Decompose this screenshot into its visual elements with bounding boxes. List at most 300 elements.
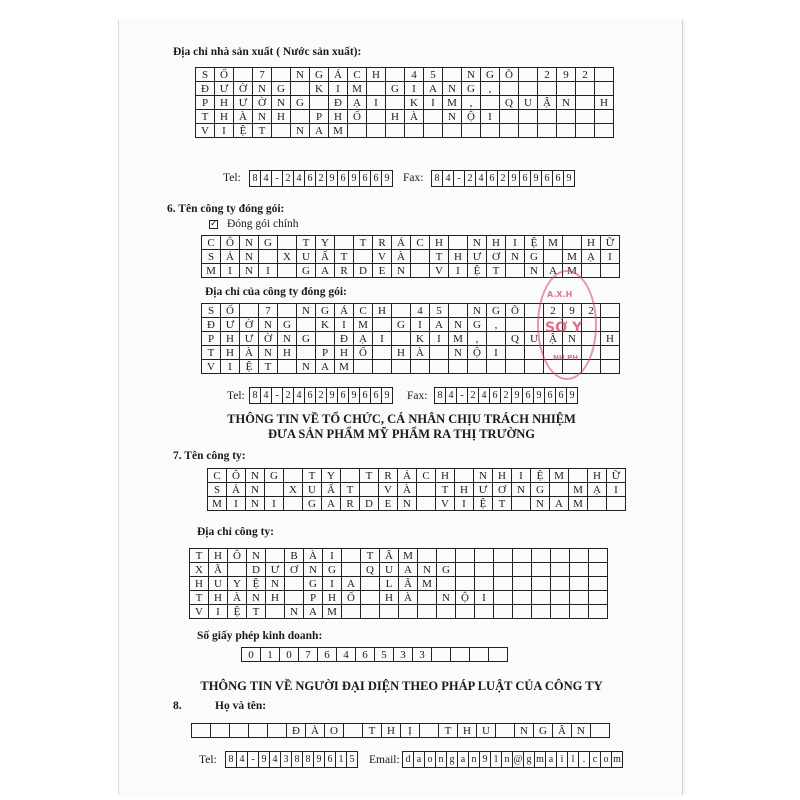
grid-cell xyxy=(500,124,519,138)
grid-cell: N xyxy=(525,264,544,278)
grid-cell: N xyxy=(304,563,323,577)
grid-cell: H xyxy=(380,591,399,605)
grid-cell: Á xyxy=(398,469,417,483)
grid-cell: Ệ xyxy=(525,236,544,250)
grid-cell: 4 xyxy=(411,304,430,318)
box-cell: 5 xyxy=(347,752,358,768)
grid-cell xyxy=(544,250,563,264)
grid-cell xyxy=(361,605,380,619)
grid-cell: N xyxy=(515,724,534,738)
grid-cell xyxy=(430,360,449,374)
grid-cell: Ố xyxy=(221,304,240,318)
grid-cell xyxy=(468,360,487,374)
grid-cell: Ệ xyxy=(228,605,247,619)
grid-cell: T xyxy=(436,483,455,497)
grid-cell: N xyxy=(443,82,462,96)
grid-cell xyxy=(513,577,532,591)
grid-cell: À xyxy=(304,549,323,563)
grid-cell xyxy=(367,82,386,96)
grid-row xyxy=(208,469,626,483)
grid-cell xyxy=(506,360,525,374)
grid-cell: P xyxy=(196,96,215,110)
grid-cell: Ữ xyxy=(607,469,626,483)
box-cell: n xyxy=(502,752,513,768)
box-cell: i xyxy=(557,752,568,768)
representative-name-grid xyxy=(191,723,610,738)
grid-row xyxy=(196,124,614,138)
grid-cell: Ạ xyxy=(582,250,601,264)
grid-cell xyxy=(373,318,392,332)
box-cell: 6 xyxy=(542,171,553,187)
grid-cell: Ờ xyxy=(253,96,272,110)
grid-cell: I xyxy=(323,549,342,563)
grid-cell: N xyxy=(297,304,316,318)
grid-cell xyxy=(443,68,462,82)
grid-cell: L xyxy=(380,577,399,591)
grid-cell: N xyxy=(259,318,278,332)
grid-cell: G xyxy=(310,68,329,82)
grid-cell: Ô xyxy=(227,469,246,483)
box-cell: 6 xyxy=(325,752,336,768)
grid-cell xyxy=(361,591,380,605)
grid-cell: I xyxy=(335,318,354,332)
grid-cell xyxy=(234,68,253,82)
grid-cell: N xyxy=(272,96,291,110)
box-cell: 9 xyxy=(259,752,270,768)
box-cell: d xyxy=(403,752,414,768)
manufacturer-address-grid xyxy=(195,67,614,138)
business-license-grid xyxy=(241,647,508,662)
grid-cell: D xyxy=(360,497,379,511)
grid-cell: N xyxy=(246,483,265,497)
grid-cell: I xyxy=(221,264,240,278)
grid-cell: N xyxy=(449,318,468,332)
grid-cell: Ệ xyxy=(468,264,487,278)
grid-cell: À xyxy=(228,591,247,605)
box-cell: 2 xyxy=(316,388,327,404)
representative-email-label: Email: xyxy=(369,754,400,766)
grid-cell: 2 xyxy=(576,68,595,82)
grid-cell xyxy=(576,124,595,138)
grid-cell xyxy=(481,124,500,138)
grid-cell: I xyxy=(215,124,234,138)
grid-cell: Ả xyxy=(227,483,246,497)
grid-cell: U xyxy=(380,563,399,577)
box-cell: 6 xyxy=(305,388,316,404)
grid-cell xyxy=(249,724,268,738)
grid-cell: N xyxy=(474,469,493,483)
grid-cell: Ạ xyxy=(588,483,607,497)
company-name-grid xyxy=(207,468,626,511)
grid-cell: G xyxy=(487,304,506,318)
grid-cell: N xyxy=(418,563,437,577)
grid-cell: G xyxy=(531,483,550,497)
grid-cell: Ộ xyxy=(456,591,475,605)
grid-cell xyxy=(576,110,595,124)
representative-tel-label: Tel: xyxy=(199,754,217,766)
grid-cell: N xyxy=(246,497,265,511)
grid-cell xyxy=(411,360,430,374)
grid-cell xyxy=(513,549,532,563)
grid-cell: M xyxy=(443,96,462,110)
box-cell: 1 xyxy=(491,752,502,768)
grid-cell: Ư xyxy=(240,332,259,346)
grid-cell: Õ xyxy=(506,304,525,318)
grid-cell: I xyxy=(367,96,386,110)
grid-cell: Ạ xyxy=(354,332,373,346)
grid-cell xyxy=(570,591,589,605)
grid-cell: T xyxy=(487,264,506,278)
grid-cell: Đ xyxy=(287,724,306,738)
box-cell: 2 xyxy=(316,171,327,187)
grid-cell: Ệ xyxy=(474,497,493,511)
grid-row xyxy=(190,605,608,619)
grid-cell: Ã xyxy=(209,563,228,577)
grid-cell: T xyxy=(259,360,278,374)
grid-cell xyxy=(601,264,620,278)
box-cell: 6 xyxy=(545,388,556,404)
grid-cell xyxy=(399,605,418,619)
grid-cell: H xyxy=(209,591,228,605)
grid-cell xyxy=(380,605,399,619)
box-cell: 6 xyxy=(338,388,349,404)
grid-cell xyxy=(475,577,494,591)
grid-cell xyxy=(373,360,392,374)
grid-row xyxy=(190,549,608,563)
box-cell: 9 xyxy=(349,388,360,404)
grid-cell: N xyxy=(285,605,304,619)
grid-cell: M xyxy=(335,360,354,374)
grid-cell xyxy=(272,124,291,138)
grid-cell: N xyxy=(240,236,259,250)
grid-cell xyxy=(418,591,437,605)
responsible-heading-line1: THÔNG TIN VỀ TỔ CHỨC, CÁ NHÂN CHỊU TRÁCH NHIỆM xyxy=(227,412,576,426)
grid-cell: Ố xyxy=(348,110,367,124)
grid-cell: 7 xyxy=(299,648,318,662)
grid-cell: H xyxy=(335,346,354,360)
grid-cell: À xyxy=(398,483,417,497)
grid-cell xyxy=(451,648,470,662)
box-cell: l xyxy=(568,752,579,768)
grid-cell xyxy=(506,318,525,332)
grid-cell: H xyxy=(190,577,209,591)
grid-cell xyxy=(595,68,614,82)
grid-cell: N xyxy=(266,577,285,591)
grid-cell xyxy=(278,264,297,278)
grid-cell: N xyxy=(468,304,487,318)
box-cell: 4 xyxy=(261,171,272,187)
grid-cell: Ơ xyxy=(285,563,304,577)
grid-cell: I xyxy=(373,332,392,346)
grid-cell: R xyxy=(335,264,354,278)
grid-cell xyxy=(278,360,297,374)
checkbox-icon: ✓ xyxy=(210,219,218,229)
grid-cell xyxy=(506,346,525,360)
grid-cell: G xyxy=(316,304,335,318)
grid-cell: X xyxy=(284,483,303,497)
grid-cell xyxy=(342,563,361,577)
grid-cell: Đ xyxy=(196,82,215,96)
grid-cell xyxy=(601,304,620,318)
grid-cell: Ấ xyxy=(316,250,335,264)
box-cell: 9 xyxy=(382,171,393,187)
grid-cell: Q xyxy=(361,563,380,577)
grid-cell xyxy=(259,250,278,264)
grid-cell xyxy=(551,563,570,577)
grid-cell: I xyxy=(221,360,240,374)
grid-cell: , xyxy=(468,332,487,346)
grid-cell xyxy=(418,549,437,563)
grid-cell: A xyxy=(399,563,418,577)
grid-cell: Y xyxy=(228,577,247,591)
grid-cell xyxy=(538,82,557,96)
grid-cell: O xyxy=(325,724,344,738)
grid-row xyxy=(202,250,620,264)
grid-cell xyxy=(494,591,513,605)
grid-cell: Á xyxy=(392,236,411,250)
box-cell: 4 xyxy=(237,752,248,768)
box-cell: 6 xyxy=(523,388,534,404)
grid-cell xyxy=(344,724,363,738)
box-cell: a xyxy=(546,752,557,768)
box-row xyxy=(435,388,578,404)
grid-cell xyxy=(342,605,361,619)
grid-cell xyxy=(551,549,570,563)
grid-cell xyxy=(532,549,551,563)
box-cell: 2 xyxy=(283,388,294,404)
box-cell: 9 xyxy=(564,171,575,187)
grid-cell: M xyxy=(569,497,588,511)
grid-cell: C xyxy=(348,68,367,82)
grid-cell xyxy=(582,264,601,278)
grid-cell: G xyxy=(278,318,297,332)
grid-cell xyxy=(437,577,456,591)
box-cell: - xyxy=(272,388,283,404)
grid-cell: À xyxy=(405,110,424,124)
grid-cell: T xyxy=(202,346,221,360)
grid-cell xyxy=(278,304,297,318)
grid-cell xyxy=(354,250,373,264)
grid-cell xyxy=(589,577,608,591)
grid-cell: C xyxy=(208,469,227,483)
grid-cell: Ộ xyxy=(462,110,481,124)
grid-cell: U xyxy=(297,250,316,264)
grid-cell: T xyxy=(430,250,449,264)
box-cell: 8 xyxy=(435,388,446,404)
grid-cell: T xyxy=(341,483,360,497)
box-cell: 6 xyxy=(487,171,498,187)
grid-cell: S xyxy=(196,68,215,82)
representative-tel-boxes xyxy=(225,751,358,768)
grid-cell: Õ xyxy=(500,68,519,82)
grid-cell: H xyxy=(455,483,474,497)
box-cell: 2 xyxy=(501,388,512,404)
box-cell: . xyxy=(579,752,590,768)
grid-cell: I xyxy=(506,236,525,250)
box-cell: - xyxy=(457,388,468,404)
grid-cell xyxy=(494,549,513,563)
grid-cell: U xyxy=(209,577,228,591)
grid-cell: E xyxy=(373,264,392,278)
grid-cell: M xyxy=(550,469,569,483)
grid-cell xyxy=(588,497,607,511)
box-cell: 9 xyxy=(512,388,523,404)
grid-cell: V xyxy=(373,250,392,264)
grid-cell: R xyxy=(373,236,392,250)
grid-cell: Ư xyxy=(215,82,234,96)
grid-cell: M xyxy=(418,577,437,591)
grid-cell: H xyxy=(430,236,449,250)
grid-cell: 1 xyxy=(261,648,280,662)
grid-cell xyxy=(348,124,367,138)
grid-cell: N xyxy=(240,250,259,264)
grid-cell: Ệ xyxy=(247,577,266,591)
official-stamp xyxy=(537,270,597,380)
grid-cell: S xyxy=(202,250,221,264)
grid-cell: T xyxy=(297,236,316,250)
grid-cell xyxy=(386,68,405,82)
grid-cell: G xyxy=(525,250,544,264)
grid-cell: À xyxy=(240,346,259,360)
grid-cell: C xyxy=(411,236,430,250)
grid-cell: H xyxy=(436,469,455,483)
grid-cell xyxy=(557,110,576,124)
grid-cell: A xyxy=(424,82,443,96)
grid-cell: Ư xyxy=(468,250,487,264)
grid-cell: H xyxy=(221,346,240,360)
box-cell: 6 xyxy=(360,171,371,187)
grid-cell: H xyxy=(272,110,291,124)
grid-cell: I xyxy=(607,483,626,497)
grid-cell xyxy=(456,549,475,563)
box-cell: o xyxy=(425,752,436,768)
grid-row xyxy=(196,68,614,82)
grid-cell: Ô xyxy=(221,236,240,250)
grid-cell xyxy=(316,332,335,346)
grid-cell: H xyxy=(266,591,285,605)
grid-cell: N xyxy=(253,82,272,96)
grid-cell xyxy=(500,110,519,124)
grid-cell: Ơ xyxy=(487,250,506,264)
grid-cell xyxy=(601,346,620,360)
grid-cell xyxy=(512,497,531,511)
grid-cell: G xyxy=(323,563,342,577)
grid-cell xyxy=(424,124,443,138)
grid-cell: G xyxy=(297,332,316,346)
grid-cell xyxy=(192,724,211,738)
grid-cell xyxy=(519,124,538,138)
grid-cell: I xyxy=(209,605,228,619)
grid-cell: H xyxy=(215,110,234,124)
grid-cell: M xyxy=(399,549,418,563)
grid-cell: T xyxy=(354,236,373,250)
company-address-grid xyxy=(189,548,608,619)
grid-cell xyxy=(297,346,316,360)
grid-cell: Ố xyxy=(215,68,234,82)
grid-cell: Ư xyxy=(234,96,253,110)
box-cell: 9 xyxy=(382,388,393,404)
box-cell: 9 xyxy=(509,171,520,187)
grid-cell: 5 xyxy=(430,304,449,318)
box-cell: 9 xyxy=(314,752,325,768)
grid-cell xyxy=(285,591,304,605)
grid-cell: À xyxy=(234,110,253,124)
representative-name-label: Họ và tên: xyxy=(215,700,267,712)
grid-cell: P xyxy=(202,332,221,346)
grid-cell: , xyxy=(462,96,481,110)
grid-cell: A xyxy=(550,497,569,511)
grid-cell xyxy=(367,110,386,124)
grid-cell: N xyxy=(247,549,266,563)
grid-cell: H xyxy=(382,724,401,738)
box-cell: 6 xyxy=(305,171,316,187)
box-cell: 6 xyxy=(360,388,371,404)
grid-cell: T xyxy=(335,250,354,264)
company-title: 7. Tên công ty: xyxy=(173,450,246,462)
grid-cell: H xyxy=(588,469,607,483)
grid-cell: I xyxy=(481,110,500,124)
manufacturer-fax-boxes xyxy=(431,170,575,187)
grid-cell: Ố xyxy=(342,591,361,605)
grid-cell: Ư xyxy=(266,563,285,577)
grid-cell xyxy=(265,483,284,497)
grid-cell xyxy=(513,605,532,619)
grid-cell: Ư xyxy=(474,483,493,497)
grid-cell xyxy=(500,82,519,96)
grid-cell: Đ xyxy=(335,332,354,346)
box-cell: - xyxy=(248,752,259,768)
grid-cell xyxy=(449,360,468,374)
grid-cell: H xyxy=(278,346,297,360)
grid-cell: N xyxy=(531,497,550,511)
box-cell: 4 xyxy=(261,388,272,404)
grid-cell: Ệ xyxy=(240,360,259,374)
grid-cell: I xyxy=(512,469,531,483)
grid-cell: V xyxy=(379,483,398,497)
grid-cell xyxy=(570,549,589,563)
grid-cell: K xyxy=(405,96,424,110)
grid-cell: K xyxy=(310,82,329,96)
box-row xyxy=(250,171,393,187)
grid-cell: H xyxy=(601,332,620,346)
grid-cell: I xyxy=(265,497,284,511)
grid-cell: N xyxy=(240,264,259,278)
grid-cell: V xyxy=(202,360,221,374)
grid-cell: I xyxy=(329,82,348,96)
grid-cell: Ạ xyxy=(348,96,367,110)
grid-cell: N xyxy=(443,110,462,124)
grid-cell: Â xyxy=(399,577,418,591)
grid-cell xyxy=(551,577,570,591)
grid-cell xyxy=(449,236,468,250)
grid-cell xyxy=(272,68,291,82)
grid-cell: Ô xyxy=(228,549,247,563)
grid-cell: X xyxy=(190,563,209,577)
grid-cell: N xyxy=(246,469,265,483)
box-cell: 6 xyxy=(556,388,567,404)
grid-cell xyxy=(595,82,614,96)
grid-cell xyxy=(386,96,405,110)
box-cell: 2 xyxy=(468,388,479,404)
manufacturer-address-label: Địa chỉ nhà sản xuất ( Nước sản xuất): xyxy=(173,46,362,58)
grid-row xyxy=(242,648,508,662)
box-cell: 4 xyxy=(476,171,487,187)
grid-cell xyxy=(532,605,551,619)
grid-cell xyxy=(424,110,443,124)
grid-row xyxy=(208,497,626,511)
grid-cell xyxy=(532,591,551,605)
box-cell: 4 xyxy=(294,388,305,404)
